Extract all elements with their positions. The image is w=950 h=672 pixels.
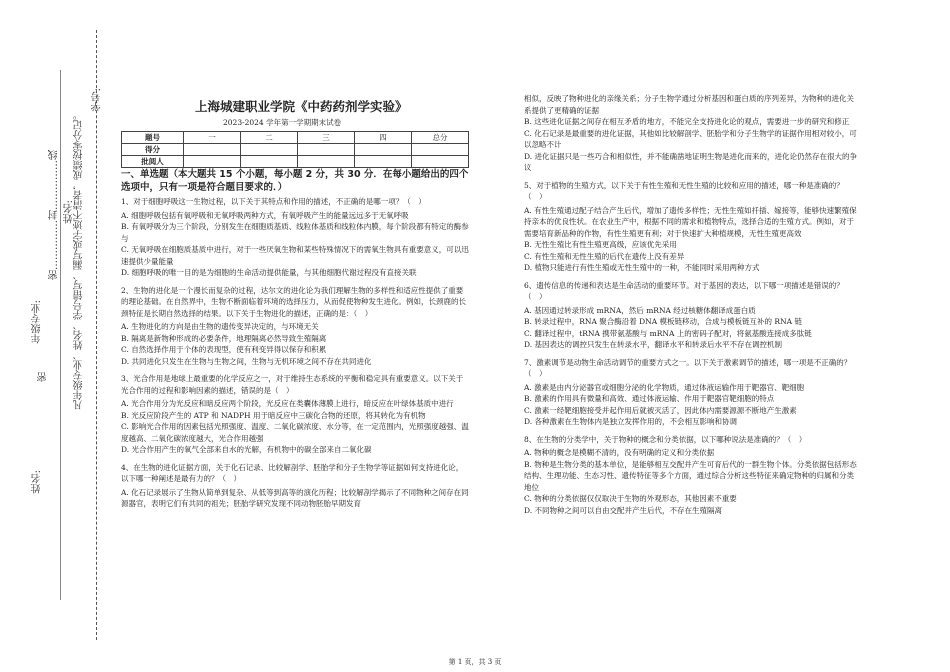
- score-table: [121, 131, 469, 168]
- question: [524, 434, 859, 517]
- question-option: A. 化石记录展示了生物从简单到复杂、从低等到高等的演化历程；比较解剖学揭示了不同物种之间存在同源器官，表明它们有共同的祖先；胚胎学研究发现不同动物胚胎早期发育: [121, 487, 469, 508]
- question: [121, 196, 469, 279]
- question-option: D. 进化证据只是一些巧合和相似性，并不能确凿地证明生物是进化而来的，进化论仍然存在很大的争议: [524, 151, 858, 172]
- question-option: A. 光合作用分为光反应和暗反应两个阶段，光反应在类囊体薄膜上进行，暗反应在叶绿体基质中进行: [121, 399, 454, 408]
- question-option: D. 不同物种之间可以自由交配并产生后代，不存在生殖隔离: [524, 505, 723, 515]
- question-option: C. 有性生殖和无性生殖的后代在遗传上没有差异: [524, 251, 685, 261]
- question: [121, 373, 469, 456]
- score-cell: [298, 156, 355, 168]
- question-option: C. 影响光合作用的因素包括光照强度、温度、二氧化碳浓度、水分等，在一定范围内，光照强度越强、温度越高、二氧化碳浓度越大，光合作用越强: [121, 422, 469, 443]
- score-cell: [355, 144, 412, 156]
- question-option: A. 物种的概念是模糊不清的，没有明确的定义和分类依据: [524, 448, 715, 457]
- score-header-cell: 总分: [412, 132, 469, 144]
- question-option: B. 物种是生物分类的基本单位，是能够相互交配并产生可育后代的一群生物个体。分类依据包括形态结构、生理功能、生态习性、遗传特征等多个方面，通过综合分析这些特征来确定物种的归属和分类地位: [524, 459, 857, 492]
- question: [524, 180, 859, 274]
- score-cell: [241, 156, 298, 168]
- question-option: A. 激素是由内分泌器官或细胞分泌的化学物质，通过体液运输作用于靶器官、靶细胞: [524, 382, 805, 392]
- question-option: D. 共同进化只发生在生物与生物之间，生物与无机环境之间不存在共同进化: [121, 356, 372, 366]
- question-option: B. 光反应阶段产生的 ATP 和 NADPH 用于暗反应中三碳化合物的还原，将其转化为有机物: [121, 410, 426, 420]
- question: [524, 357, 859, 428]
- binding-class-label: 年级专业:: [32, 300, 43, 344]
- question-option: D. 各种激素在生物体内是独立发挥作用的，不会相互影响和协调: [524, 417, 738, 426]
- question-stem: 3、光合作用是地球上最重要的化学反应之一，对于维持生态系统的平衡和稳定具有重要意义。以下关于光合作用的过程和影响因素的描述，错误的是（ ）: [121, 374, 464, 395]
- binding-name-label: 姓名:: [64, 200, 75, 224]
- left-column: [121, 196, 469, 516]
- question-option: A. 基因通过转录形成 mRNA，然后 mRNA 经过核糖体翻译成蛋白质: [524, 305, 756, 315]
- score-header-cell: 四: [355, 132, 412, 144]
- score-header-cell: 二: [241, 132, 298, 144]
- score-header-cell: 题号: [122, 132, 184, 144]
- question-option: 相似，反映了物种进化的亲缘关系；分子生物学通过分析基因和蛋白质的序列差异，为物种的进化关系提供了更精确的证据: [524, 94, 854, 115]
- binding-side-glyph: 密: [38, 372, 49, 382]
- score-cell: [298, 144, 355, 156]
- question: [121, 462, 469, 510]
- question-option: D. 光合作用产生的氧气全部来自水的光解，有机物中的碳全部来自二氧化碳: [121, 445, 372, 454]
- score-table-row: [122, 156, 469, 168]
- score-cell: [412, 144, 469, 156]
- question-option: B. 这些进化证据之间存在相互矛盾的地方，不能完全支持进化论的观点，需要进一步的研究和修正: [524, 117, 850, 126]
- question-option: C. 化石记录是最重要的进化证据，其他如比较解剖学、胚胎学和分子生物学的证据作用相对较小，可以忽略不计: [524, 128, 857, 149]
- page-subtitle: 2023-2024 学年第一学期期末试卷: [223, 118, 342, 127]
- question-option: C. 自然选择作用于个体的表现型，使有利变异得以保存和积累: [121, 345, 327, 354]
- binding-id-label: 学号:: [92, 88, 103, 112]
- question-stem: 5、对于植物的生殖方式，以下关于有性生殖和无性生殖的比较和应用的描述，哪一种是准确的？（ ）: [524, 180, 844, 201]
- question-option: D. 基因表达的调控只发生在转录水平，翻译水平和转录后水平不存在调控机制: [524, 340, 783, 349]
- question-option: B. 隔离是新物种形成的必要条件，地理隔离必然导致生殖隔离: [121, 333, 327, 343]
- question-option: D. 细胞呼吸的唯一目的是为细胞的生命活动提供能量，与其他细胞代谢过程没有直接关联: [121, 268, 417, 277]
- question-option: C. 激素一经靶细胞接受并起作用后就被灭活了，因此体内需要源源不断地产生激素: [524, 405, 797, 415]
- question-stem: 1、对于细胞呼吸这一生物过程，以下关于其特点和作用的描述，不正确的是哪一项？（ ）: [121, 197, 426, 206]
- question-option: A. 细胞呼吸包括有氧呼吸和无氧呼吸两种方式，有氧呼吸产生的能量远远多于无氧呼吸: [121, 210, 409, 220]
- binding-dashed-line: [96, 30, 97, 640]
- question: [121, 285, 469, 368]
- question-option: C. 翻译过程中，tRNA 携带氨基酸与 mRNA 上的密码子配对，将氨基酸连接成多肽链: [524, 328, 812, 338]
- question-option: B. 有氧呼吸分为三个阶段，分别发生在细胞质基质、线粒体基质和线粒体内膜，每个阶段都有特定的酶参与: [121, 222, 469, 243]
- score-cell: [184, 144, 241, 156]
- binding-seat-label: 姓名:: [32, 470, 43, 494]
- question-stem: 4、在生物的进化证据方面，关于化石记录、比较解剖学、胚胎学和分子生物学等证据如何支持进化论，以下哪一种阐述是最有力的？（ ）: [121, 462, 464, 483]
- question-option: A. 有性生殖通过配子结合产生后代，增加了遗传多样性；无性生殖如扦插、嫁接等，能够快速繁殖保持亲本的优良性状。在农业生产中，根据不同的需求和植物特点，选择合适的生殖方式。例如，对于需要培育新品种的作物，有性生殖更有利；对于快速扩大种植规模，无性生殖更高效: [524, 205, 857, 238]
- binding-notice: 凡年级专业、姓名、学号错写、漏写或字迹不清者，成绩按零分记。: [74, 110, 85, 410]
- question-option: B. 激素的作用具有微量和高效、通过体液运输、作用于靶器官靶细胞的特点: [524, 394, 775, 403]
- section-heading: 一、单选题（本大题共 15 个小题，每小题 2 分，共 30 分．在每小题给出的四个选项中，只有一项是符合题目要求的．）: [121, 169, 469, 193]
- score-cell: [355, 156, 412, 168]
- page-number: 第 1 页，共 3 页: [448, 658, 502, 666]
- score-cell: [412, 156, 469, 168]
- question: [524, 93, 859, 174]
- score-table-row: [122, 144, 469, 156]
- score-row-label: 批阅人: [122, 156, 184, 168]
- question-stem: 7、激素调节是动物生命活动调节的重要方式之一。以下关于激素调节的描述，哪一项是不正确的？（ ）: [524, 357, 852, 378]
- question-option: C. 物种的分类依据仅仅取决于生物的外观形态，其他因素不重要: [524, 494, 737, 503]
- score-row-label: 得分: [122, 144, 184, 156]
- page-title: 上海城建职业学院《中药药剂学实验》: [195, 99, 408, 114]
- score-header-cell: 三: [298, 132, 355, 144]
- binding-seal-line: 密……………封……………线: [49, 150, 60, 280]
- score-cell: [241, 144, 298, 156]
- question-stem: 2、生物的进化是一个漫长而复杂的过程，达尔文的进化论为我们理解生物的多样性和适应性提供了重要的理论基础。在自然界中，生物不断面临着环境的选择压力，从而促使物种发生进化。例如，长颈鹿的长颈特征是长期自然选择的结果。以下关于生物进化的描述，正确的是：（ ）: [121, 285, 466, 318]
- question-stem: 6、遗传信息的传递和表达是生命活动的重要环节。对于基因的表达，以下哪一项描述是错误的？（ ）: [524, 280, 844, 301]
- question-option: B. 无性生殖比有性生殖更高级，应该优先采用: [524, 240, 677, 249]
- question-option: D. 植物只能进行有性生殖或无性生殖中的一种，不能同时采用两种方式: [524, 263, 760, 272]
- score-cell: [184, 156, 241, 168]
- question-option: B. 转录过程中，RNA 聚合酶沿着 DNA 模板链移动，合成与模板链互补的 RNA 链: [524, 317, 802, 326]
- binding-margin: [0, 0, 105, 672]
- question: [524, 280, 859, 351]
- question-option: C. 无氧呼吸在细胞质基质中进行，对于一些厌氧生物和某些特殊情况下的需氧生物具有重要意义，可以迅速提供少量能量: [121, 245, 469, 266]
- right-column: [524, 93, 859, 522]
- score-header-cell: 一: [184, 132, 241, 144]
- question-option: A. 生物进化的方向是由生物的遗传变异决定的，与环境无关: [121, 322, 319, 331]
- question-stem: 8、在生物的分类学中，关于物种的概念和分类依据，以下哪种说法是准确的？（ ）: [524, 434, 807, 444]
- score-table-header-row: [122, 132, 469, 144]
